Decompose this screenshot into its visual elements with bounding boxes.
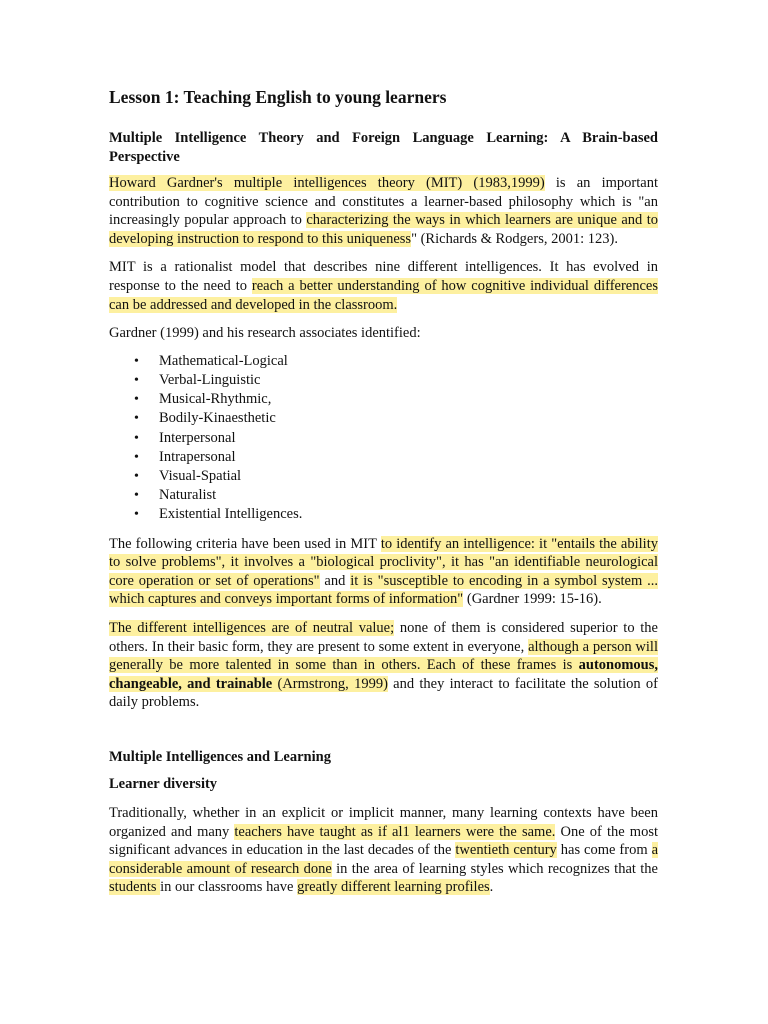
highlight: teachers have taught as if al1 learners were the same. [234,823,556,840]
paragraph-learner-diversity [109,804,658,897]
section-heading-mi-learning: Multiple Intelligences and Learning [109,748,331,765]
page-title: Lesson 1: Teaching English to young learners [109,87,447,107]
section-heading-mit: Multiple Intelligence Theory and Foreign Language Learning: A Brain-based Perspective [109,130,658,165]
highlight-bold: autonomous, changeable, and trainable [109,657,658,692]
text-run: in the area of learning styles which recognizes that the [331,860,658,877]
list-item: • Musical-Rhythmic, [159,390,658,409]
highlight: students [109,879,161,896]
paragraph-gardner-intro [109,174,658,248]
paragraph-criteria [109,535,658,609]
list-item: • Visual-Spatial [159,467,658,486]
text-run: has come from [556,842,652,859]
paragraph-mit-model [109,258,658,314]
highlight: characterizing the ways in which learners are unique and to developing instruction to respond to this uniqueness [109,212,659,247]
subheading-learner-diversity: Learner diversity [109,776,218,793]
list-item: • Naturalist [159,486,658,505]
text-run: . [489,879,494,896]
text-run: Traditionally, whether in an explicit or implicit manner, many learning contexts have been organized and many [109,804,658,840]
text-run: " (Richards & Rodgers, 2001: 123). [411,230,618,247]
text-run: The following criteria have been used in MIT [109,535,381,552]
text-run: none of them is considered superior to the others. In their basic form, they are present to some extent in everyone, [109,619,658,655]
highlight: to identify an intelligence: it "entails the ability to solve problems", it involves a "biological proclivity", it has "an identifiable neurological core operation or set of operations" [109,535,658,589]
text-run: (Gardner 1999: 15-16). [463,591,602,608]
list-item: • Verbal-Linguistic [159,371,658,390]
highlight: it is "susceptible to encoding in a symbol system ... which captures and conveys important forms of information" [109,572,659,608]
list-item: • Mathematical-Logical [159,352,658,371]
text-run: in our classrooms have [160,879,298,896]
highlight: greatly different learning profiles [297,879,490,896]
highlight: reach a better understanding of how cognitive individual differences can be addressed and developed in the classroom. [109,277,658,313]
text-run: One of the most significant advances in education in the last decades of the [109,823,658,859]
highlight: twentieth century [455,842,557,859]
highlight: a considerable amount of research done [109,842,659,877]
text-run: is an important contribution to cognitive science and constitutes a learner-based philosophy which is "an increasingly popular approach to [109,175,658,229]
highlight: (Armstrong, 1999) [272,675,388,692]
text-run: and [319,572,351,589]
paragraph-identified: Gardner (1999) and his research associates identified: [109,325,421,342]
text-run: MIT is a rationalist model that describes nine different intelligences. It has evolved in response to the need to [109,259,658,294]
list-item: • Bodily-Kinaesthetic [159,409,658,428]
text-run: and they interact to facilitate the solution of daily problems. [109,675,659,711]
intelligences-list [109,352,658,525]
highlight: Howard Gardner's multiple intelligences theory (MIT) (1983,1999) [109,175,545,191]
list-item: • Intrapersonal [159,448,658,467]
highlight: although a person will generally be more talented in some than in others. Each of these frames is [109,638,658,674]
list-item: • Interpersonal [159,429,658,448]
paragraph-neutral-value [109,619,658,712]
highlight: The different intelligences are of neutral value; [109,619,395,636]
list-item: • Existential Intelligences. [159,505,658,524]
